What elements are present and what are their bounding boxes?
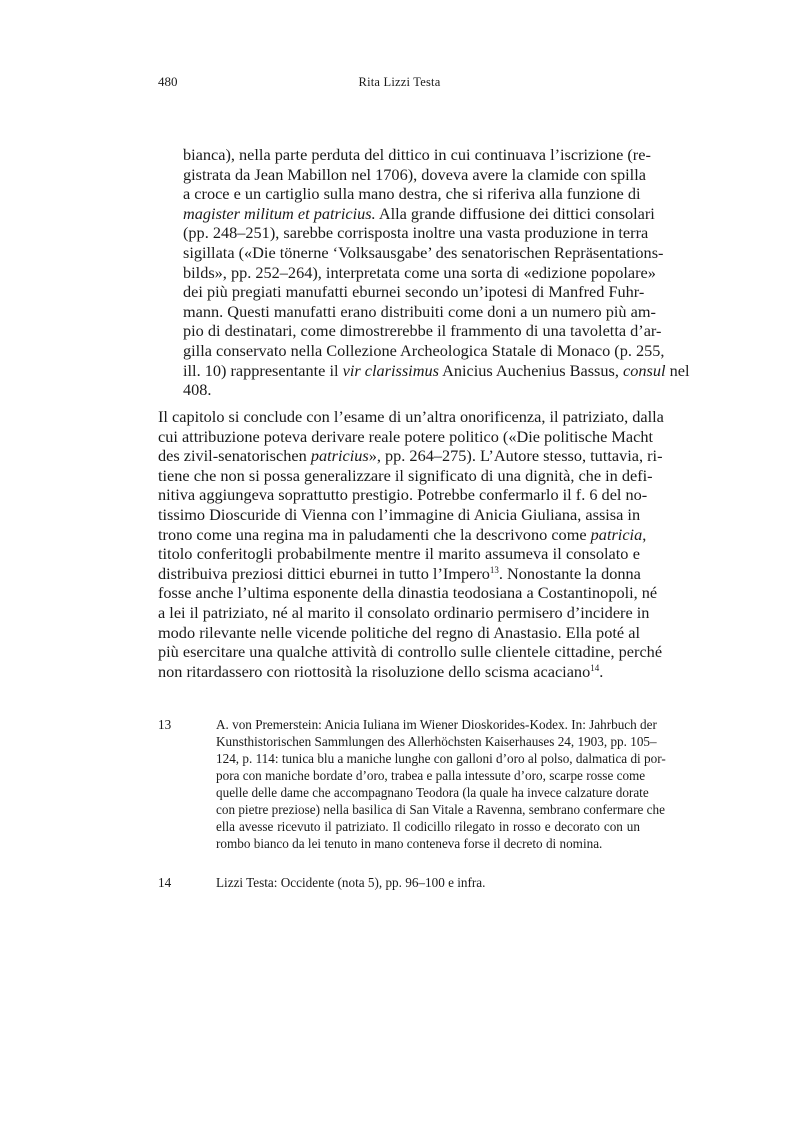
footnote-text: [216, 716, 666, 852]
block-quote: [183, 145, 690, 400]
text-line: [158, 642, 663, 662]
text-span: Lizzi Testa: Occidente (nota 5), pp. 96–100 e infra.: [216, 875, 486, 890]
text-span: fosse anche l’ultima esponente della dinastia teodosiana a Costantinopoli, né: [158, 583, 658, 603]
text-span: titolo conferitogli probabilmente mentre il marito assumeva il consolato e: [158, 544, 640, 564]
text-span: trono come una regina ma in paludamenti che la descrivono come: [158, 524, 591, 544]
text-span: 408.: [183, 380, 212, 400]
text-line: [216, 874, 640, 891]
text-span: (pp. 248–251), sarebbe corrisposta inoltre una vasta produzione in terra: [183, 223, 649, 243]
text-span: bianca), nella parte perduta del dittico in cui continuava l’iscrizione (re-: [183, 145, 651, 164]
text-line: [158, 446, 663, 466]
text-span: .: [599, 661, 604, 681]
text-span: sigillata («Die tönerne ‘Volksausgabe’ des senatorischen Repräsentations-: [183, 242, 664, 262]
text-line: [216, 801, 665, 818]
text-span: con pietre preziose) nella basilica di San Vitale a Ravenna, sembrano confermare che: [216, 802, 665, 817]
text-line: [183, 184, 640, 204]
text-line: [216, 750, 666, 767]
text-line: [158, 662, 640, 682]
text-span: a croce e un cartiglio sulla mano destra, che si riferiva alla funzione di: [183, 184, 641, 204]
italic-text: patricius: [310, 446, 369, 466]
text-span: nel: [665, 360, 690, 380]
text-line: [216, 767, 646, 784]
text-line: [158, 407, 664, 427]
text-span: ill. 10) rappresentante il: [183, 360, 343, 380]
text-span: più esercitare una qualche attività di controllo sulle clientele cittadine, perché: [158, 642, 663, 662]
text-line: [158, 623, 640, 643]
text-span: dei più pregiati manufatti eburnei secondo un’ipotesi di Manfred Fuhr-: [183, 282, 645, 302]
text-span: 124, p. 114: tunica blu a maniche lunghe con galloni d’oro al polso, dalmatica di por-: [216, 751, 666, 766]
text-line: [183, 242, 664, 263]
text-line: [183, 321, 662, 341]
text-span: non ritardassero con riottosità la risoluzione dello scisma acaciano: [158, 661, 591, 681]
text-line: [183, 340, 665, 361]
footnote-number: 13: [158, 717, 172, 732]
text-line: [216, 784, 649, 801]
text-line: [216, 835, 640, 852]
text-line: [183, 223, 649, 243]
text-line: [158, 602, 650, 623]
footnote-text: [216, 874, 640, 891]
text-line: [158, 524, 647, 545]
text-line: [158, 583, 658, 603]
text-line: [158, 426, 654, 447]
text-line: [158, 564, 640, 584]
italic-text: magister militum et patricius.: [183, 203, 376, 223]
text-line: [183, 203, 655, 224]
text-line: [183, 145, 651, 165]
text-span: tiene che non si possa generalizzare il significato di una dignità, che in defi-: [158, 465, 653, 485]
text-span: mann. Questi manufatti erano distribuiti come doni a un numero più am-: [183, 301, 656, 321]
text-line: [183, 301, 656, 322]
text-span: rombo bianco da lei tenuto in mano conteneva forse il decreto di nomina.: [216, 836, 603, 851]
footnote-number: 14: [158, 875, 172, 890]
text-span: A. von Premerstein: Anicia Iuliana im Wiener Dioskorides-Kodex. In: Jahrbuch der: [216, 717, 657, 732]
page-number: 480: [158, 74, 178, 89]
text-line: [158, 465, 653, 486]
footnote-13: [158, 716, 666, 852]
text-line: [183, 282, 645, 302]
text-span: Alla grande diffusione dei dittici consolari: [375, 203, 655, 223]
text-span: pio di destinatari, come dimostrerebbe il frammento di una tavoletta d’ar-: [183, 321, 662, 341]
text-span: ella avesse ricevuto il patriziato. Il codicillo rilegato in rosso e decorato con un: [216, 819, 640, 834]
text-line: [216, 716, 657, 733]
text-span: Anicius Auchenius Bassus,: [438, 360, 624, 380]
footnote-ref: 13: [489, 564, 499, 575]
footnote-14: [158, 874, 640, 891]
text-span: a lei il patriziato, né al marito il consolato ordinario permisero d’incidere in: [158, 602, 650, 622]
text-span: », pp. 264–275). L’Autore stesso, tuttavia, ri-: [368, 446, 663, 466]
text-line: [183, 380, 640, 400]
text-span: Il capitolo si conclude con l’esame di un’altra onorificenza, il patriziato, dalla: [158, 407, 664, 426]
text-span: tissimo Dioscuride di Vienna con l’immagine di Anicia Giuliana, assisa in: [158, 504, 641, 524]
text-line: [158, 544, 640, 564]
text-span: gistrata da Jean Mabillon nel 1706), doveva avere la clamide con spilla: [183, 164, 646, 184]
italic-text: consul: [623, 360, 666, 380]
text-span: quelle delle dame che accompagnano Teodora (la quale ha invece calzature dorate: [216, 785, 649, 800]
text-span: bilds», pp. 252–264), interpretata come una sorta di «edizione popolare»: [183, 262, 656, 282]
text-span: pora con maniche bordate d’oro, trabea e palla intessute d’oro, scarpe rosse come: [216, 768, 646, 783]
text-span: cui attribuzione poteva derivare reale potere politico («Die politische Macht: [158, 426, 654, 446]
text-span: modo rilevante nelle vicende politiche del regno di Anastasio. Ella poté al: [158, 622, 640, 642]
footnote-ref: 14: [590, 662, 600, 673]
body-paragraph: [158, 407, 664, 681]
text-span: nitiva aggiungeva soprattutto prestigio. Potrebbe confermarlo il f. 6 del no-: [158, 485, 648, 505]
text-line: [183, 164, 646, 185]
text-span: ,: [642, 524, 647, 544]
text-line: [216, 733, 657, 750]
text-line: [158, 485, 648, 505]
italic-text: patricia: [590, 524, 643, 544]
text-span: . Nonostante la donna: [498, 563, 641, 583]
text-span: distribuiva preziosi dittici eburnei in tutto l’Impero: [158, 563, 490, 583]
text-line: [183, 262, 656, 283]
italic-text: vir clarissimus: [342, 360, 439, 380]
text-span: Kunsthistorischen Sammlungen des Allerhöchsten Kaiserhauses 24, 1903, pp. 105–: [216, 734, 657, 749]
text-span: gilla conservato nella Collezione Archeologica Statale di Monaco (p. 255,: [183, 340, 665, 360]
text-line: [183, 360, 690, 381]
text-line: [158, 505, 640, 525]
running-title: Rita Lizzi Testa: [358, 75, 441, 89]
text-line: [216, 818, 640, 835]
text-span: des zivil-senatorischen: [158, 446, 311, 466]
